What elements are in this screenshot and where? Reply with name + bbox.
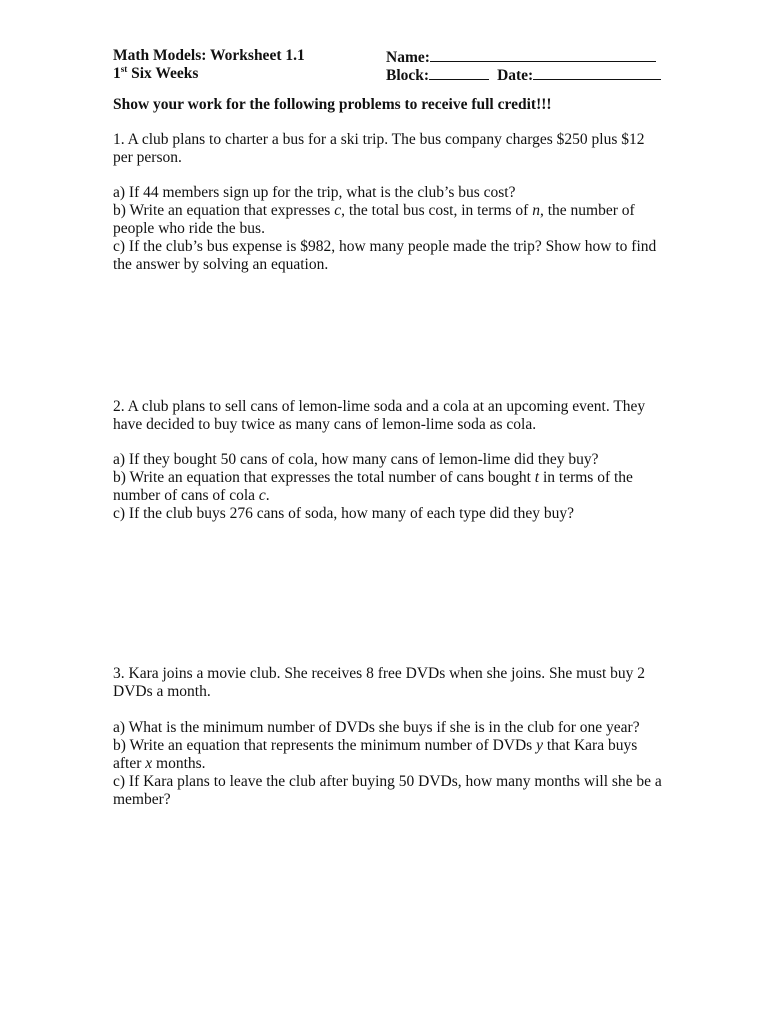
part-line: member?	[113, 791, 171, 808]
problem-line: per person.	[113, 149, 182, 166]
variable: t	[534, 469, 540, 486]
part-line: number of cans of cola c.	[113, 487, 270, 504]
block-blank[interactable]	[429, 65, 489, 80]
block-label: Block:	[386, 67, 430, 84]
instructions: Show your work for the following problems to receive full credit!!!	[113, 96, 552, 113]
date-blank[interactable]	[533, 65, 661, 80]
variable: n	[532, 202, 540, 219]
part-line: a) What is the minimum number of DVDs she buys if she is in the club for one year?	[113, 719, 640, 736]
problem-1-prompt	[113, 131, 673, 167]
problem-2-prompt	[113, 398, 673, 434]
period-suffix: st	[120, 64, 128, 74]
problem-2-parts	[113, 451, 673, 523]
problem-line: 3. Kara joins a movie club. She receives 8 free DVDs when she joins. She must buy 2	[113, 665, 646, 682]
part-line: c) If the club buys 276 cans of soda, how many of each type did they buy?	[113, 505, 574, 522]
variable: c	[334, 202, 342, 219]
period-number: 1	[113, 65, 121, 82]
part-line: a) If 44 members sign up for the trip, what is the club’s bus cost?	[113, 184, 516, 201]
problem-line: DVDs a month.	[113, 683, 211, 700]
part-line: b) Write an equation that expresses c, the total bus cost, in terms of n, the number of	[113, 202, 635, 219]
variable: c	[258, 487, 266, 504]
worksheet-title: Math Models: Worksheet 1.1	[113, 47, 305, 64]
part-line: the answer by solving an equation.	[113, 256, 329, 273]
problem-3-parts	[113, 719, 673, 809]
problem-3-prompt	[113, 665, 673, 701]
part-line: c) If the club’s bus expense is $982, how many people made the trip? Show how to find	[113, 238, 657, 255]
period-text: Six Weeks	[127, 65, 199, 82]
part-line: b) Write an equation that expresses the total number of cans bought t in terms of the	[113, 469, 633, 486]
date-label: Date:	[497, 67, 534, 84]
problem-line: have decided to buy twice as many cans of lemon-lime soda as cola.	[113, 416, 537, 433]
problem-line: 2. A club plans to sell cans of lemon-lime soda and a cola at an upcoming event. They	[113, 398, 646, 415]
problem-line: 1. A club plans to charter a bus for a ski trip. The bus company charges $250 plus $12	[113, 131, 645, 148]
name-label: Name:	[386, 49, 430, 66]
problem-1-parts	[113, 184, 673, 274]
part-line: c) If Kara plans to leave the club after buying 50 DVDs, how many months will she be a	[113, 773, 662, 790]
part-line: a) If they bought 50 cans of cola, how many cans of lemon-lime did they buy?	[113, 451, 599, 468]
part-line: b) Write an equation that represents the minimum number of DVDs y that Kara buys	[113, 737, 638, 754]
name-field[interactable]	[386, 47, 656, 67]
block-date-row	[386, 65, 661, 85]
name-blank[interactable]	[430, 47, 656, 62]
variable: x	[145, 755, 153, 772]
part-line: people who ride the bus.	[113, 220, 265, 237]
part-line: after x months.	[113, 755, 206, 772]
variable: y	[536, 737, 543, 754]
grading-period	[113, 65, 198, 83]
